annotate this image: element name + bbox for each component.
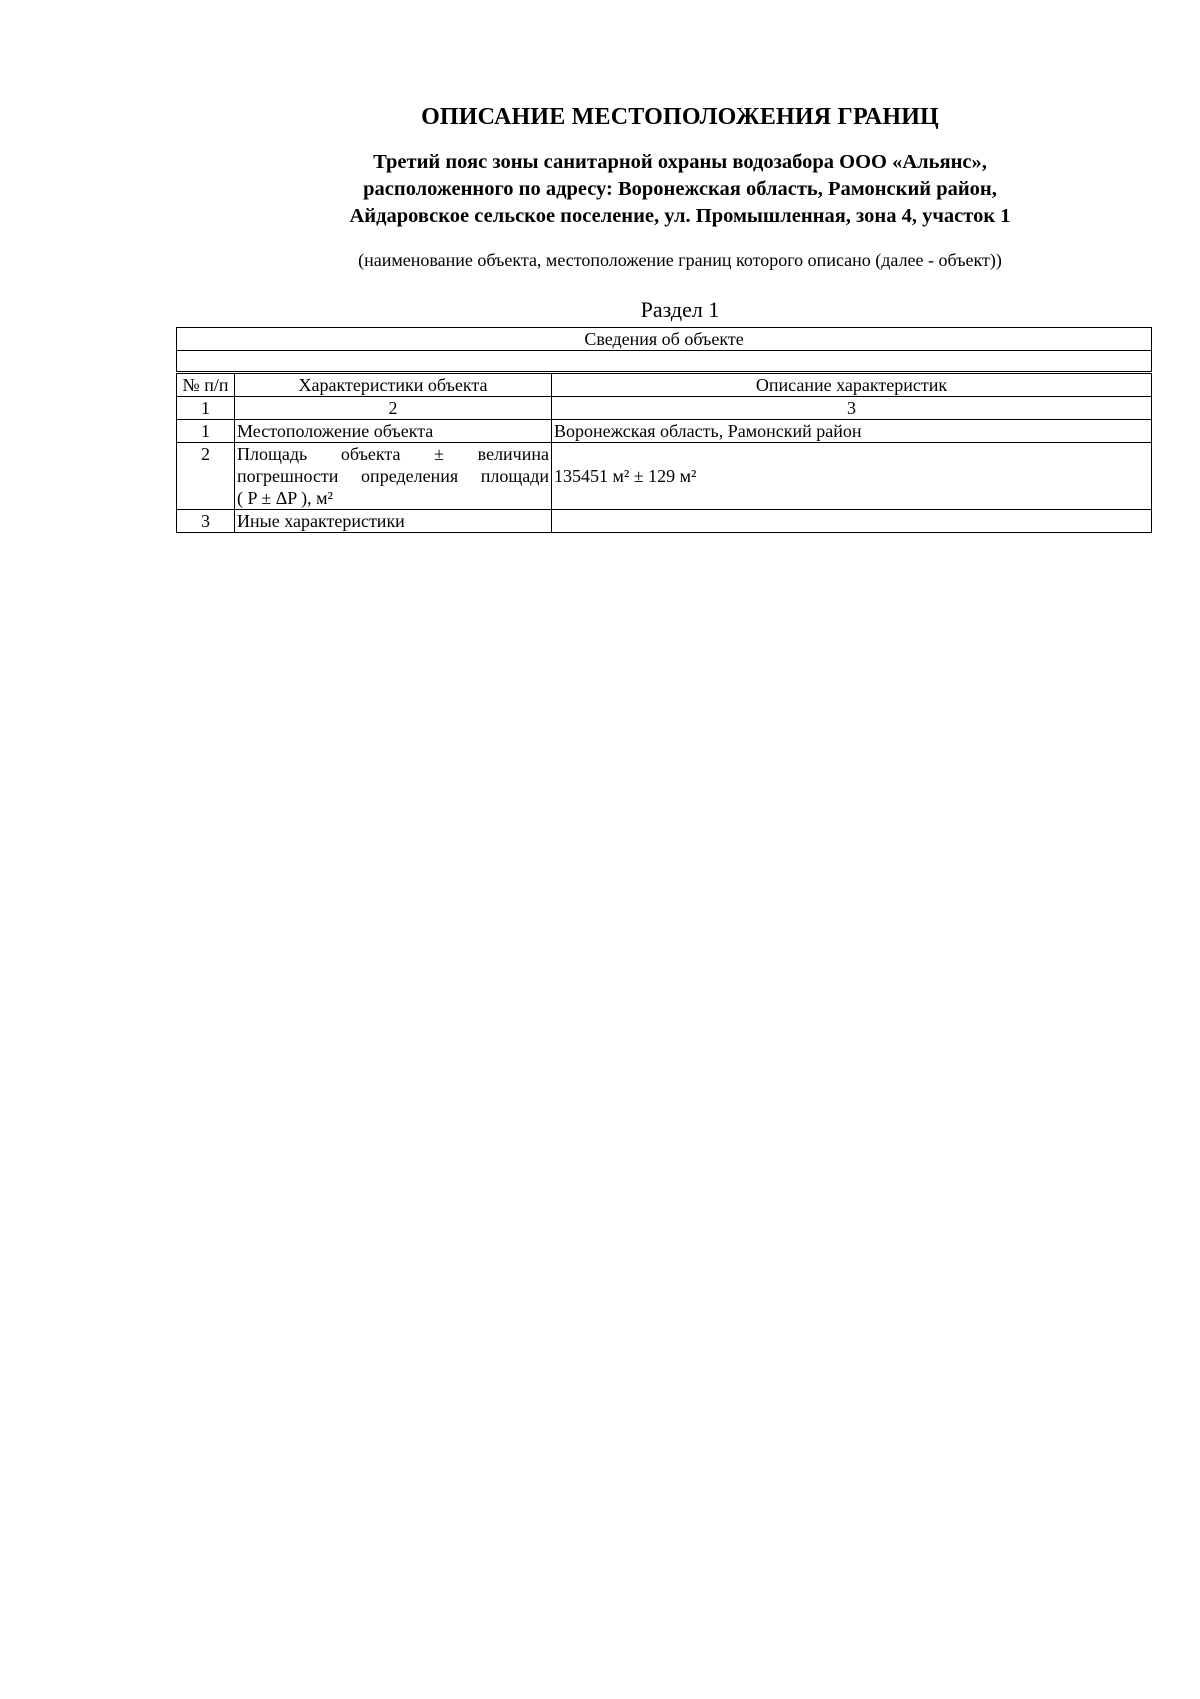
subtitle-line: Айдаровское сельское поселение, ул. Промышленная, зона 4, участок 1	[349, 205, 1011, 227]
subtitle-line: расположенного по адресу: Воронежская область, Рамонский район,	[363, 178, 997, 200]
table-row	[177, 510, 1152, 533]
column-number: 2	[235, 397, 552, 420]
document-subtitle	[0, 149, 1200, 230]
empty-cell	[177, 351, 1152, 373]
table-empty-row	[177, 351, 1152, 373]
header-description: Описание характеристик	[552, 373, 1152, 397]
characteristic-line: погрешности определения площади	[237, 466, 549, 486]
row-description: Воронежская область, Рамонский район	[552, 420, 1152, 443]
table-row	[177, 420, 1152, 443]
column-number: 3	[552, 397, 1152, 420]
column-number: 1	[177, 397, 235, 420]
table-caption-row	[177, 328, 1152, 351]
table-row	[177, 443, 1152, 510]
row-characteristic: Иные характеристики	[235, 510, 552, 533]
row-number: 3	[177, 510, 235, 533]
row-number: 1	[177, 420, 235, 443]
table-header-row	[177, 373, 1152, 397]
header-number: № п/п	[177, 373, 235, 397]
table-column-numbers-row	[177, 397, 1152, 420]
subtitle-line: Третий пояс зоны санитарной охраны водозабора ООО «Альянс»,	[373, 151, 987, 173]
object-info-table	[176, 327, 1152, 533]
document-title: ОПИСАНИЕ МЕСТОПОЛОЖЕНИЯ ГРАНИЦ	[421, 104, 939, 130]
table-caption: Сведения об объекте	[177, 328, 1152, 351]
row-characteristic	[235, 443, 552, 510]
characteristic-line: ( P ± ΔP ), м²	[237, 488, 333, 508]
section-label: Раздел 1	[640, 297, 720, 322]
row-description	[552, 510, 1152, 533]
header-characteristic: Характеристики объекта	[235, 373, 552, 397]
row-characteristic: Местоположение объекта	[235, 420, 552, 443]
document-caption: (наименование объекта, местоположение границ которого описано (далее - объект))	[358, 250, 1002, 270]
row-description: 135451 м² ± 129 м²	[552, 443, 1152, 510]
characteristic-line: Площадь объекта ± величина	[237, 444, 549, 464]
row-number: 2	[177, 443, 235, 510]
